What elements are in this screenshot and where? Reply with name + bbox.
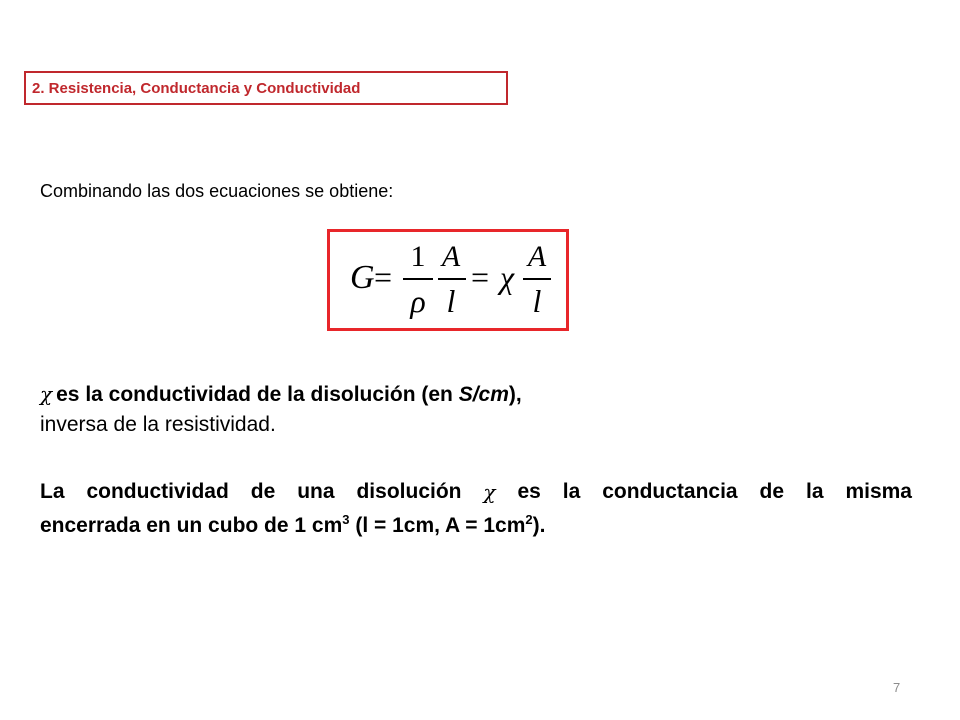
paragraph-line-2a: encerrada en un cubo de 1 cm [40,514,343,537]
paragraph-line-1 [40,475,912,509]
formula-den-3: l [532,283,542,319]
formula-chi: χ [500,259,515,295]
formula-lhs: G [350,259,375,296]
formula-den-2: l [446,283,456,319]
conductivity-paragraph [40,475,912,543]
definition-unit: S/cm [458,383,509,406]
paragraph-word: disolución [356,480,462,503]
chi-inline-symbol: χ [483,480,496,504]
paragraph-line-2b: (l = 1cm, A = 1cm [349,514,526,537]
paragraph-word: La [40,480,65,503]
paragraph-word: conductividad [86,480,229,503]
superscript-3: 3 [342,512,350,527]
paragraph-word: de [250,480,276,503]
definition-line-2: inversa de la resistividad. [40,413,276,436]
section-title-box [24,71,508,105]
formula-box [327,229,569,331]
paragraph-word: la [562,480,581,503]
superscript-2: 2 [525,512,533,527]
formula-num-1: 1 [410,240,426,273]
definition-text-b: ), [508,383,522,406]
formula-den-1: ρ [410,283,426,319]
page-number: 7 [893,680,901,695]
definition-text-a: es la conductividad de la disolución (en [56,383,459,406]
chi-symbol: χ [40,382,53,406]
definition-line [40,380,522,409]
paragraph-word: misma [845,480,912,503]
formula-eq-1: = [374,259,393,295]
formula-num-2: A [441,240,461,273]
conductance-formula [330,232,566,328]
formula-eq-2: = [471,259,490,295]
intro-text: Combinando las dos ecuaciones se obtiene: [40,181,394,201]
formula-num-3: A [527,240,547,273]
paragraph-line-2 [40,509,912,543]
paragraph-word: de [759,480,785,503]
paragraph-word: es [517,480,541,503]
paragraph-word: la [806,480,824,503]
paragraph-word: conductancia [602,480,738,503]
paragraph-word: una [297,480,335,503]
section-title: 2. Resistencia, Conductancia y Conductividad [32,79,361,97]
paragraph-line-2c: ). [532,514,546,537]
